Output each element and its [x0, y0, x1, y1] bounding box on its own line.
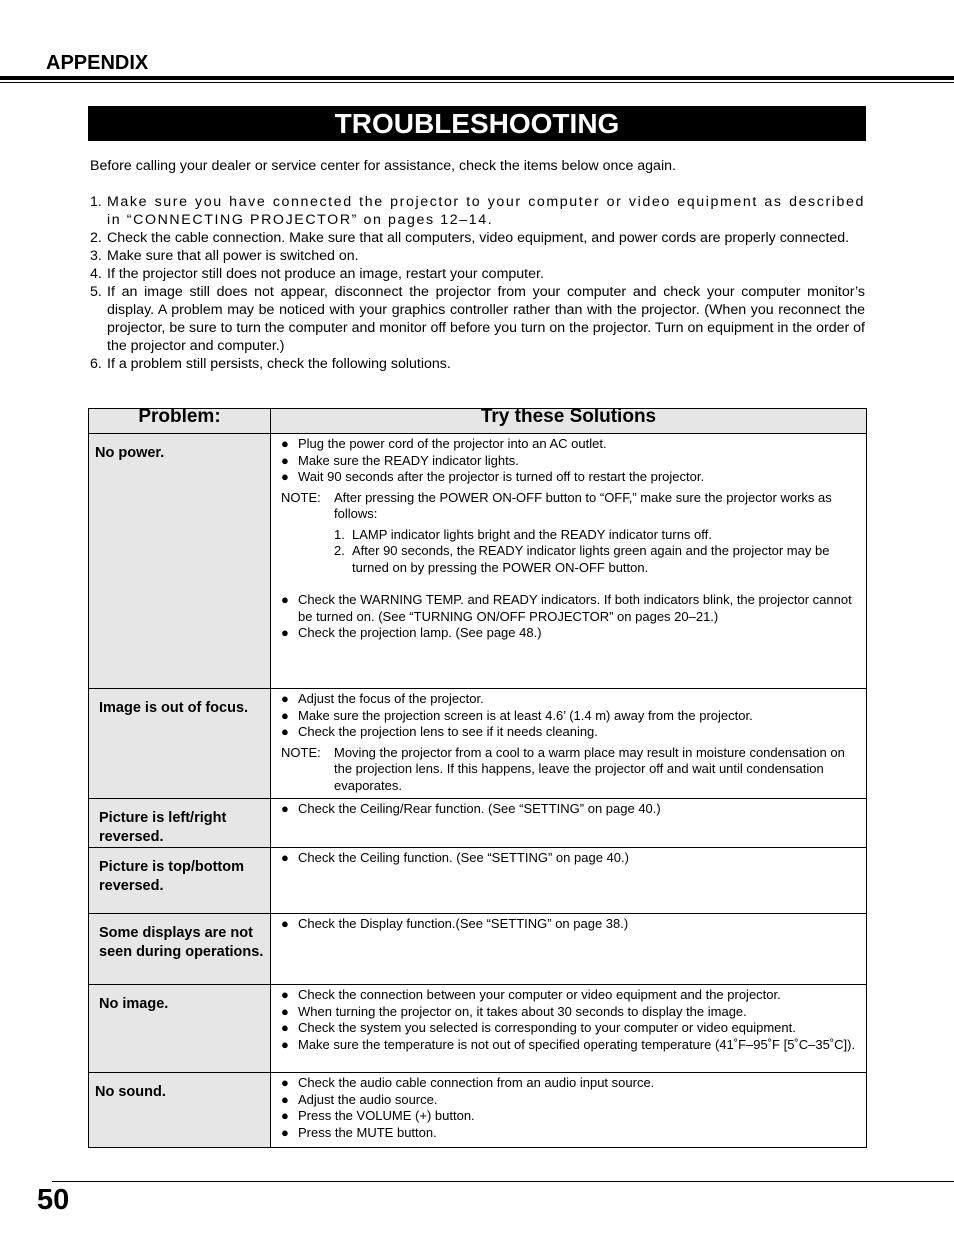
note-text: After pressing the POWER ON-OFF button to “OFF,” make sure the projector works as follows:	[334, 489, 832, 521]
item-number: 4.	[90, 266, 102, 282]
note-label: NOTE:	[281, 744, 321, 760]
item-text: Check the cable connection. Make sure that all computers, video equipment, and power cords are properly connected.	[107, 230, 850, 246]
solution-bullet: ● Press the MUTE button.	[281, 1125, 856, 1142]
solution-bullet: ● Check the WARNING TEMP. and READY indicators. If both indicators blink, the projector cannot be turned on. (See “TURNING ON/OFF PROJECTOR” on pages 20–21.)	[281, 592, 856, 625]
problem-cell: Picture is left/right reversed.	[89, 799, 271, 848]
solution-bullet: ● Check the projection lens to see if it needs cleaning.	[281, 724, 856, 741]
checklist-item	[90, 229, 865, 247]
solution-bullet: ● Check the audio cable connection from an audio input source.	[281, 1075, 856, 1092]
problem-cell: No image.	[89, 985, 271, 1073]
note-text: Moving the projector from a cool to a warm place may result in moisture condensation on the projection lens. If this happens, leave the projector off and wait until condensation evaporates.	[334, 744, 845, 793]
checklist-item	[90, 193, 865, 229]
table-row	[89, 848, 867, 914]
checklist	[90, 193, 865, 373]
table-row	[89, 434, 867, 689]
table-header-row	[89, 409, 867, 434]
item-number: 5.	[90, 284, 102, 300]
problem-cell: Picture is top/bottom reversed.	[89, 848, 271, 914]
solution-bullet: ● Make sure the READY indicator lights.	[281, 453, 856, 470]
section-heading: APPENDIX	[46, 52, 149, 74]
solution-bullet: ● Check the system you selected is corresponding to your computer or video equipment.	[281, 1020, 856, 1037]
solution-bullet: ● Adjust the focus of the projector.	[281, 691, 856, 708]
note-step	[281, 527, 856, 544]
note-step-text: LAMP indicator lights bright and the READY indicator turns off.	[352, 526, 712, 542]
problem-cell: No sound.	[89, 1073, 271, 1148]
solution-bullet: ● Press the VOLUME (+) button.	[281, 1108, 856, 1125]
checklist-item	[90, 265, 865, 283]
column-header-solutions: Try these Solutions	[271, 409, 867, 434]
table-row	[89, 914, 867, 985]
solution-bullet: ● Check the projection lamp. (See page 48.)	[281, 625, 856, 642]
page-title: TROUBLESHOOTING	[88, 106, 866, 141]
solution-bullet: ● When turning the projector on, it takes about 30 seconds to display the image.	[281, 1004, 856, 1021]
solution-bullet: ● Make sure the temperature is not out of specified operating temperature (41˚F–95˚F [5˚C–35˚C]).	[281, 1037, 856, 1054]
checklist-item	[90, 247, 865, 265]
table-row	[89, 1073, 867, 1148]
item-number: 1.	[90, 194, 102, 210]
table-row	[89, 799, 867, 848]
note-label: NOTE:	[281, 489, 321, 505]
note	[281, 490, 856, 523]
note-step-number: 2.	[334, 543, 345, 558]
note-step-text: After 90 seconds, the READY indicator lights green again and the projector may be turned on by pressing the POWER ON-OFF button.	[352, 543, 830, 575]
item-number: 6.	[90, 356, 102, 372]
intro-text: Before calling your dealer or service center for assistance, check the items below once again.	[90, 158, 676, 174]
problem-cell: No power.	[89, 434, 271, 689]
spacer	[281, 576, 856, 592]
note-step	[281, 543, 856, 576]
checklist-item	[90, 355, 865, 373]
item-text: If an image still does not appear, disconnect the projector from your computer and check your computer monitor’s display. A problem may be noticed with your graphics controller rather than with the projector. (When you reconnect the projector, be sure to turn the computer and monitor off before you turn on the projector. Turn on equipment in the order of the projector and computer.)	[107, 284, 865, 354]
table-row	[89, 689, 867, 799]
column-header-problem: Problem:	[89, 409, 271, 434]
solution-bullet: ● Check the connection between your computer or video equipment and the projector.	[281, 987, 856, 1004]
footer-rule	[52, 1181, 954, 1182]
item-text: If the projector still does not produce an image, restart your computer.	[107, 266, 544, 282]
solution-cell	[271, 689, 867, 799]
header-rule	[0, 76, 954, 80]
solution-cell	[271, 799, 867, 848]
solution-cell	[271, 848, 867, 914]
item-number: 3.	[90, 248, 102, 264]
solution-bullet: ● Adjust the audio source.	[281, 1092, 856, 1109]
troubleshooting-table	[88, 408, 867, 1148]
header-rule-thin	[0, 82, 954, 83]
solution-bullet: ● Plug the power cord of the projector into an AC outlet.	[281, 436, 856, 453]
solution-bullet: ● Make sure the projection screen is at least 4.6’ (1.4 m) away from the projector.	[281, 708, 856, 725]
solution-cell	[271, 1073, 867, 1148]
page-number: 50	[37, 1184, 70, 1216]
solution-cell	[271, 985, 867, 1073]
solution-cell	[271, 434, 867, 689]
problem-cell: Image is out of focus.	[89, 689, 271, 799]
checklist-item	[90, 283, 865, 355]
item-text: If a problem still persists, check the following solutions.	[107, 356, 451, 372]
solution-bullet: ● Check the Ceiling function. (See “SETTING” on page 40.)	[281, 850, 856, 867]
item-text: Make sure you have connected the projector to your computer or video equipment as described in “CONNECTING PROJECTOR” on pages 12–14.	[107, 194, 865, 228]
table-row	[89, 985, 867, 1073]
solution-bullet: ● Wait 90 seconds after the projector is turned off to restart the projector.	[281, 469, 856, 486]
solution-bullet: ● Check the Ceiling/Rear function. (See “SETTING” on page 40.)	[281, 801, 856, 818]
item-number: 2.	[90, 230, 102, 246]
solution-bullet: ● Check the Display function.(See “SETTING” on page 38.)	[281, 916, 856, 933]
item-text: Make sure that all power is switched on.	[107, 248, 359, 264]
note-step-number: 1.	[334, 526, 345, 542]
note	[281, 745, 856, 795]
solution-cell	[271, 914, 867, 985]
problem-cell: Some displays are not seen during operations.	[89, 914, 271, 985]
